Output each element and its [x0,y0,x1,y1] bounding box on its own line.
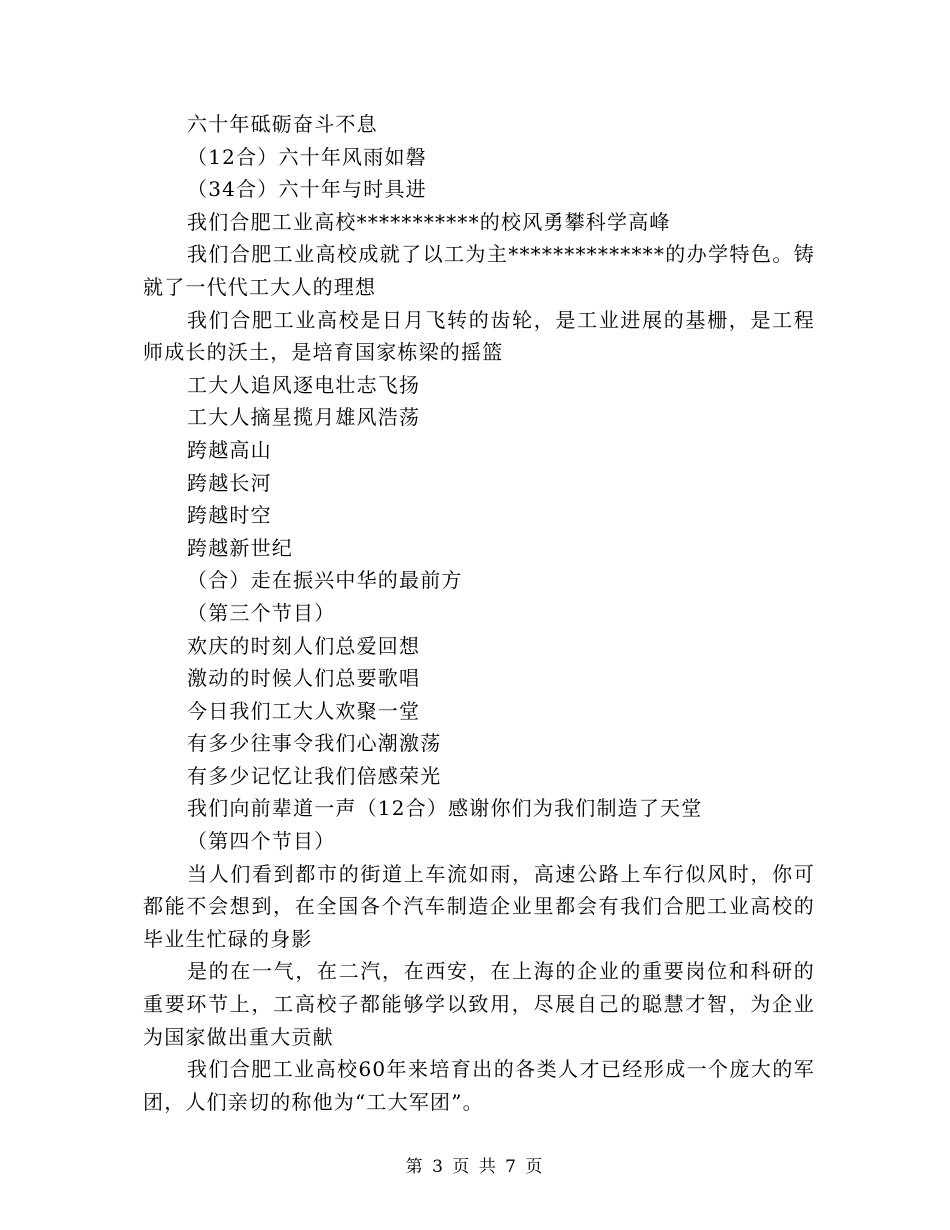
paragraph: 激动的时候人们总要歌唱 [187,666,421,691]
paragraph: 是的在一气，在二汽，在西安，在上海的企业的重要岗位和科研的重要环节上，工高校子都能够学以致用，尽展自己的聪慧才智，为企业为国家做出重大贡献 [143,959,815,1049]
paragraph: 工大人追风逐电壮志飞扬 [187,372,421,397]
paragraph: 跨越长河 [187,470,272,495]
section-marker: （第四个节目） [187,829,336,854]
paragraph: （12合）六十年风雨如磐 [187,144,427,169]
paragraph: 有多少记忆让我们倍感荣光 [187,763,442,788]
paragraph: 我们向前辈道一声（12合）感谢你们为我们制造了天堂 [187,796,703,821]
paragraph: 跨越新世纪 [187,535,293,560]
paragraph: 当人们看到都市的街道上车流如雨，高速公路上车行似风时，你可都能不会想到，在全国各个汽车制造企业里都会有我们合肥工业高校的毕业生忙碌的身影 [143,861,815,951]
paragraph: （34合）六十年与时具进 [187,177,427,202]
paragraph: 六十年砥砺奋斗不息 [187,112,378,136]
paragraph: 有多少往事令我们心潮激荡 [187,731,442,756]
document-body [143,108,815,1118]
paragraph: 今日我们工大人欢聚一堂 [187,698,421,723]
section-marker: （第三个节目） [187,600,336,625]
page-number-footer: 第 3 页 共 7 页 [405,1157,545,1177]
paragraph: （合）走在振兴中华的最前方 [187,568,463,593]
paragraph: 我们合肥工业高校***********的校风勇攀科学高峰 [187,209,671,234]
paragraph: 跨越高山 [187,437,272,462]
paragraph: 跨越时空 [187,503,272,528]
paragraph: 欢庆的时刻人们总爱回想 [187,633,421,658]
paragraph: 我们合肥工业高校60年来培育出的各类人才已经形成一个庞大的军团，人们亲切的称他为“工大军团”。 [143,1057,815,1114]
paragraph: 我们合肥工业高校是日月飞转的齿轮，是工业进展的基栅，是工程师成长的沃土，是培育国家栋梁的摇篮 [143,307,815,365]
paragraph: 我们合肥工业高校成就了以工为主**************的办学特色。铸就了一代代工大人的理想 [143,242,815,299]
paragraph: 工大人摘星揽月雄风浩荡 [187,405,421,430]
